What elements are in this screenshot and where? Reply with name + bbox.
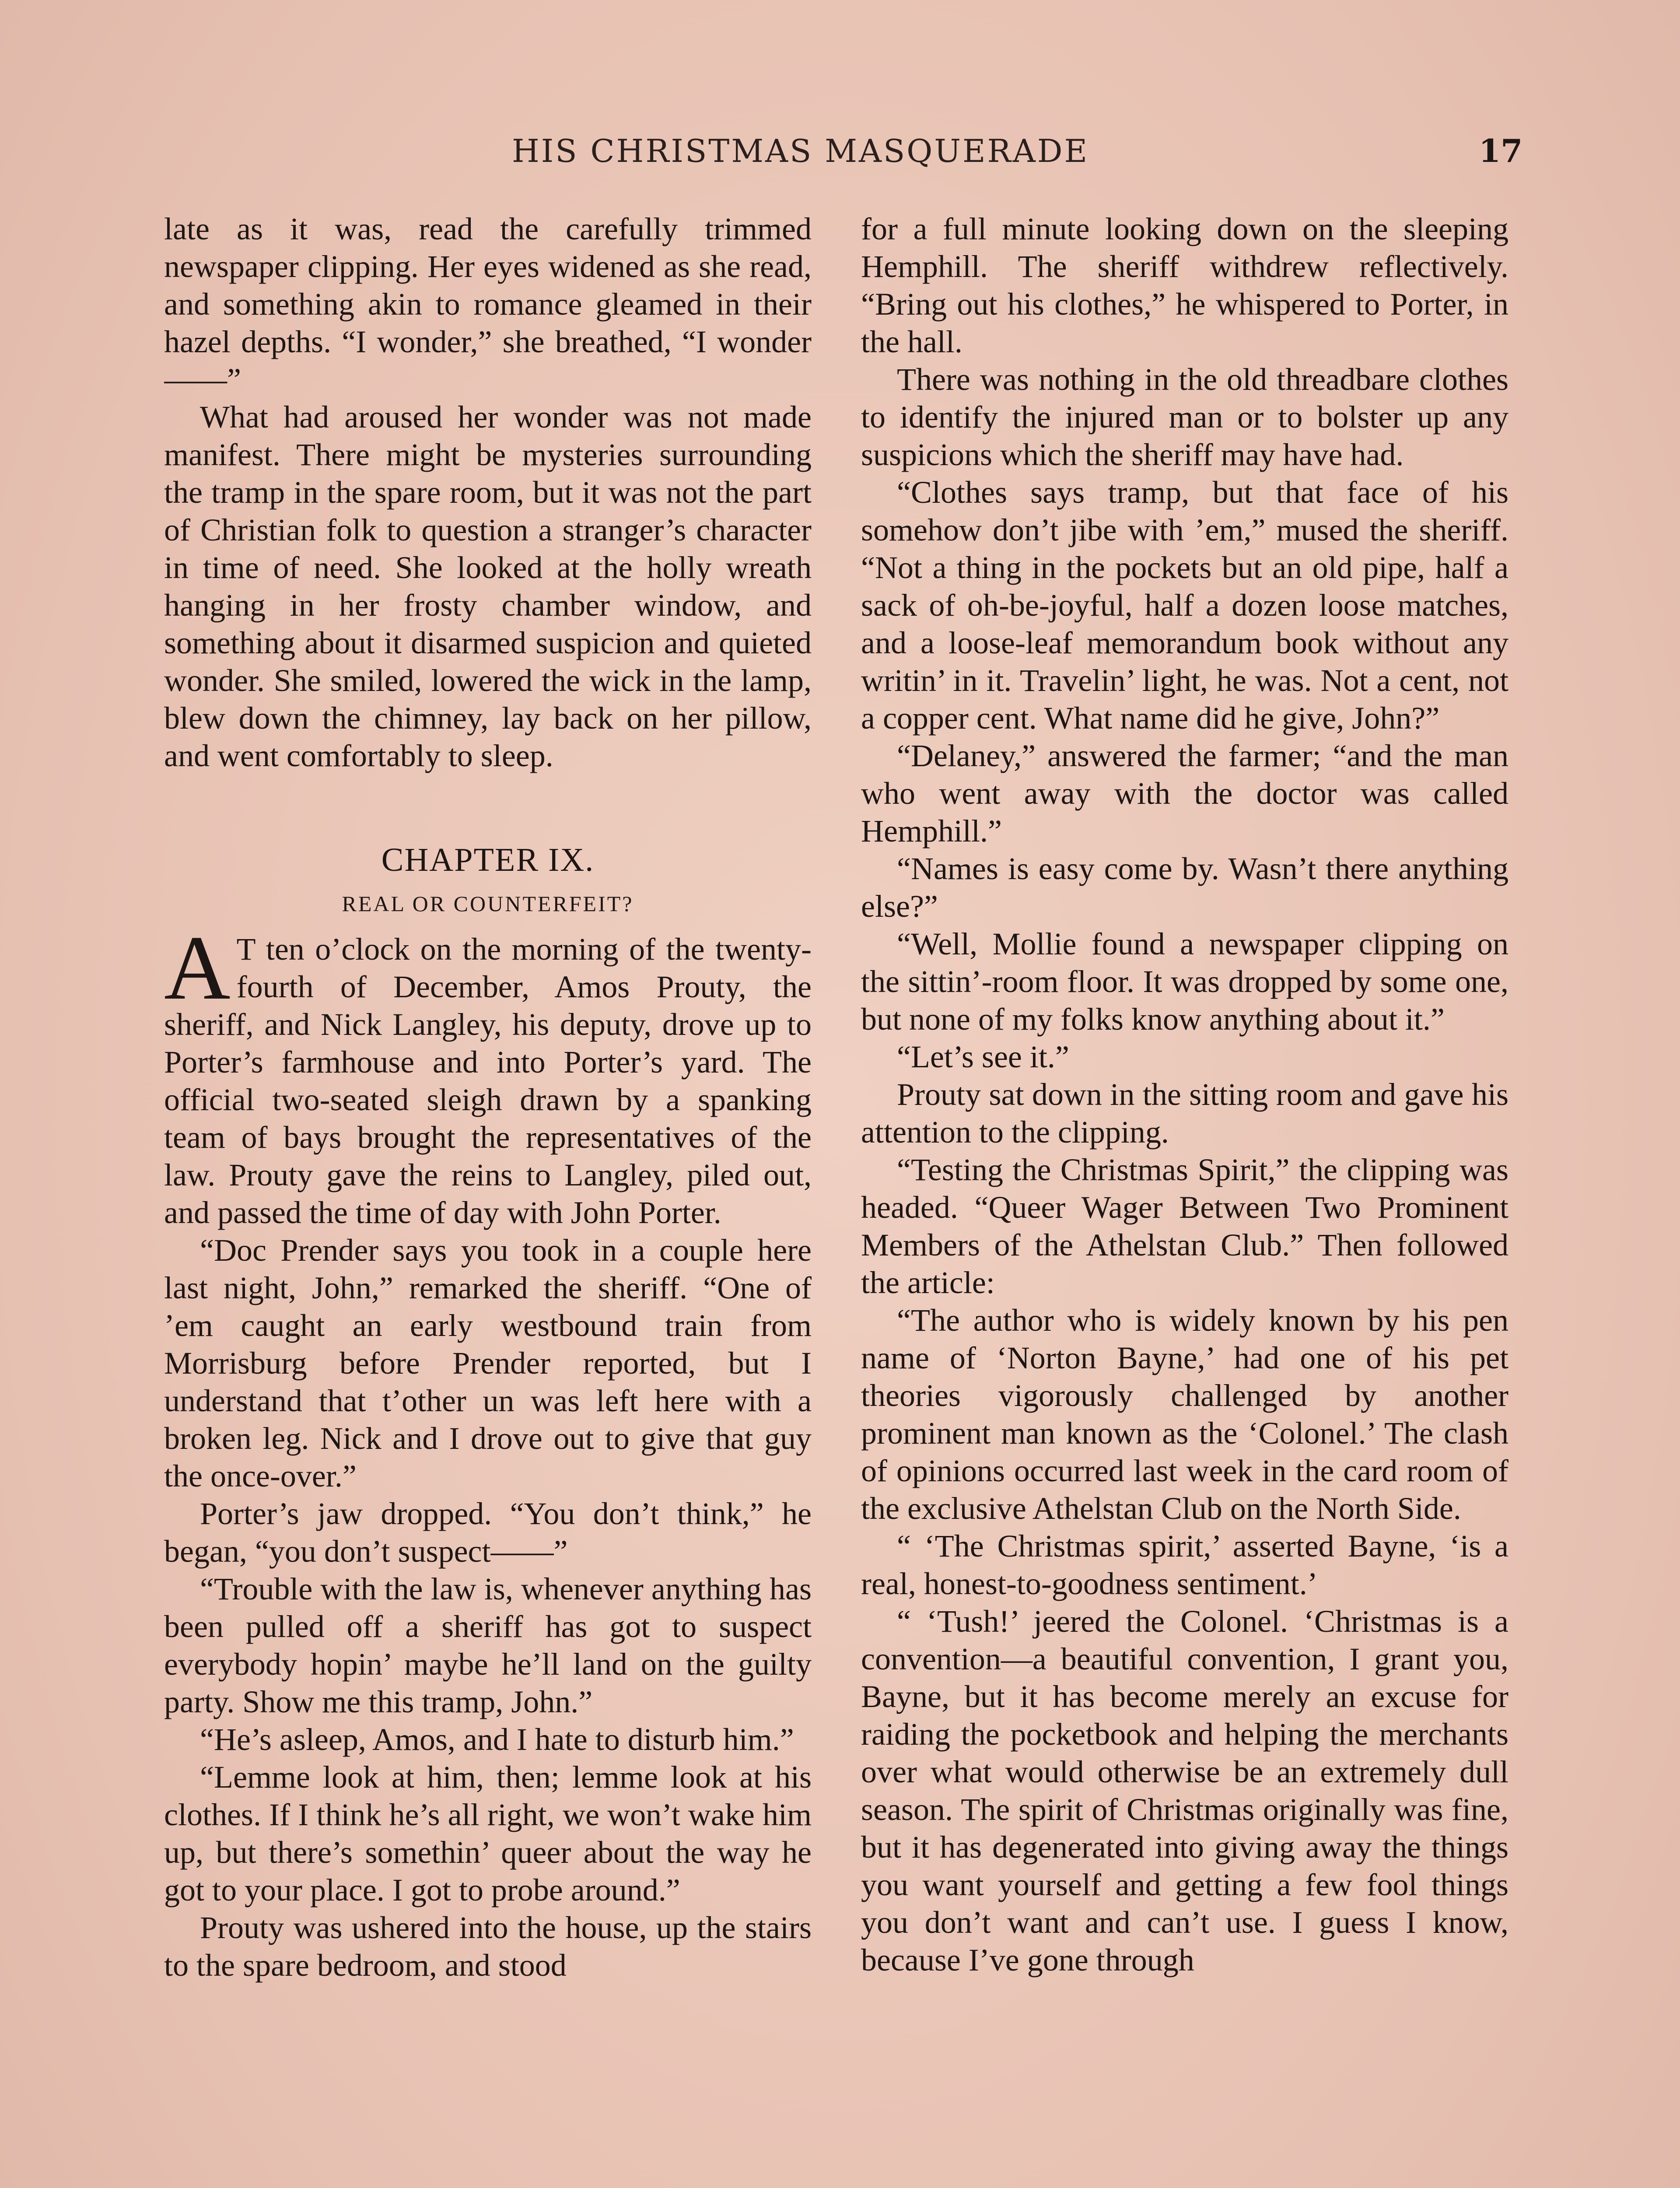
paragraph: “He’s asleep, Amos, and I hate to disturb him.” [200, 1722, 794, 1757]
paragraph: Porter’s jaw dropped. “You don’t think,” he began, “you don’t suspect——” [164, 1496, 812, 1569]
chapter-subtitle: REAL OR COUNTERFEIT? [342, 891, 634, 916]
paragraph: There was nothing in the old threadbare clothes to identify the injured man or to bolster up any suspicions which the sheriff may have had. [861, 362, 1508, 472]
paragraph: “ ‘The Christmas spirit,’ asserted Bayne, ‘is a real, honest-to-goodness sentiment.’ [861, 1529, 1508, 1601]
paragraph: late as it was, read the carefully trimmed newspaper clipping. Her eyes widened as she read, and something akin to romance gleamed in their hazel depths. “I wonder,” she breathed, “I wonder——” [164, 211, 812, 397]
drop-cap: A [164, 917, 231, 1019]
chapter-heading: CHAPTER IX. [381, 842, 595, 878]
paragraph: “Well, Mollie found a newspaper clipping on the sittin’-room floor. It was dropped by some one, but none of my folks know anything about it.” [861, 926, 1508, 1037]
chapter-opening-paragraph [164, 917, 812, 1231]
paragraph: “Clothes says tramp, but that face of his somehow don’t jibe with ’em,” mused the sheriff. “Not a thing in the pockets but an old pipe, half a sack of oh-be-joyful, half a dozen loose matches, and a loose-leaf memorandum book without any writin’ in it. Travelin’ light, he was. Not a cent, not a copper cent. What name did he give, John?” [861, 475, 1508, 736]
page-header [0, 127, 1680, 175]
paragraph: “Names is easy come by. Wasn’t there anything else?” [861, 851, 1508, 924]
opening-text: T ten o’clock on the morning of the twenty-fourth of December, Amos Prouty, the sheriff, and Nick Langley, his deputy, drove up to Porter’s farmhouse and into Porter’s yard. The official two-seated sleigh drawn by a spanking team of bays brought the representatives of the law. Prouty gave the reins to Langley, piled out, and passed the time of day with John Porter. [164, 932, 812, 1230]
paragraph: “Delaney,” answered the farmer; “and the man who went away with the doctor was called Hemphill.” [861, 738, 1508, 849]
paragraph: What had aroused her wonder was not made manifest. There might be mysteries surrounding the tramp in the spare room, but it was not the part of Christian folk to question a stranger’s character in time of need. She looked at the holly wreath hanging in her frosty chamber window, and something about it disarmed suspicion and quieted wonder. She smiled, lowered the wick in the lamp, blew down the chimney, lay back on her pillow, and went comfortably to sleep. [164, 400, 812, 773]
paragraph: “Doc Prender says you took in a couple here last night, John,” remarked the sheriff. “One of ’em caught an early westbound train from Morrisburg before Prender reported, but I understand that t’other un was left here with a broken leg. Nick and I drove out to give that guy the once-over.” [164, 1233, 812, 1494]
right-column [861, 210, 1508, 2188]
paragraph: for a full minute looking down on the sleeping Hemphill. The sheriff withdrew reflectively. “Bring out his clothes,” he whispered to Porter, in the hall. [861, 211, 1508, 359]
paragraph: “Let’s see it.” [897, 1039, 1069, 1074]
paragraph: “Trouble with the law is, whenever anything has been pulled off a sheriff has got to suspect everybody hopin’ maybe he’ll land on the guilty party. Show me this tramp, John.” [164, 1571, 812, 1719]
paragraph: “ ‘Tush!’ jeered the Colonel. ‘Christmas is a convention—a beautiful convention, I grant you, Bayne, but it has become merely an excuse for raiding the pocketbook and helping the merchants over what would otherwise be an extremely dull season. The spirit of Christmas originally was fine, but it has degenerated into giving away the things you want yourself and getting a few fool things you don’t want and can’t use. I guess I know, because I’ve gone through [861, 1604, 1508, 1978]
page-number: 17 [1479, 132, 1523, 169]
paragraph: Prouty was ushered into the house, up the stairs to the spare bedroom, and stood [164, 1910, 812, 1983]
paragraph: “Testing the Christmas Spirit,” the clipping was headed. “Queer Wager Between Two Prominent Members of the Athelstan Club.” Then followed the article: [861, 1152, 1508, 1300]
paragraph: Prouty sat down in the sitting room and gave his attention to the clipping. [861, 1077, 1508, 1150]
paragraph: “The author who is widely known by his pen name of ‘Norton Bayne,’ had one of his pet theories vigorously challenged by another prominent man known as the ‘Colonel.’ The clash of opinions occurred last week in the card room of the exclusive Athelstan Club on the North Side. [861, 1303, 1508, 1526]
paragraph: “Lemme look at him, then; lemme look at his clothes. If I think he’s all right, we won’t wake him up, but there’s somethin’ queer about the way he got to your place. I got to probe around.” [164, 1760, 812, 1907]
running-title: HIS CHRISTMAS MASQUERADE [512, 133, 1089, 169]
left-column [164, 210, 812, 2188]
